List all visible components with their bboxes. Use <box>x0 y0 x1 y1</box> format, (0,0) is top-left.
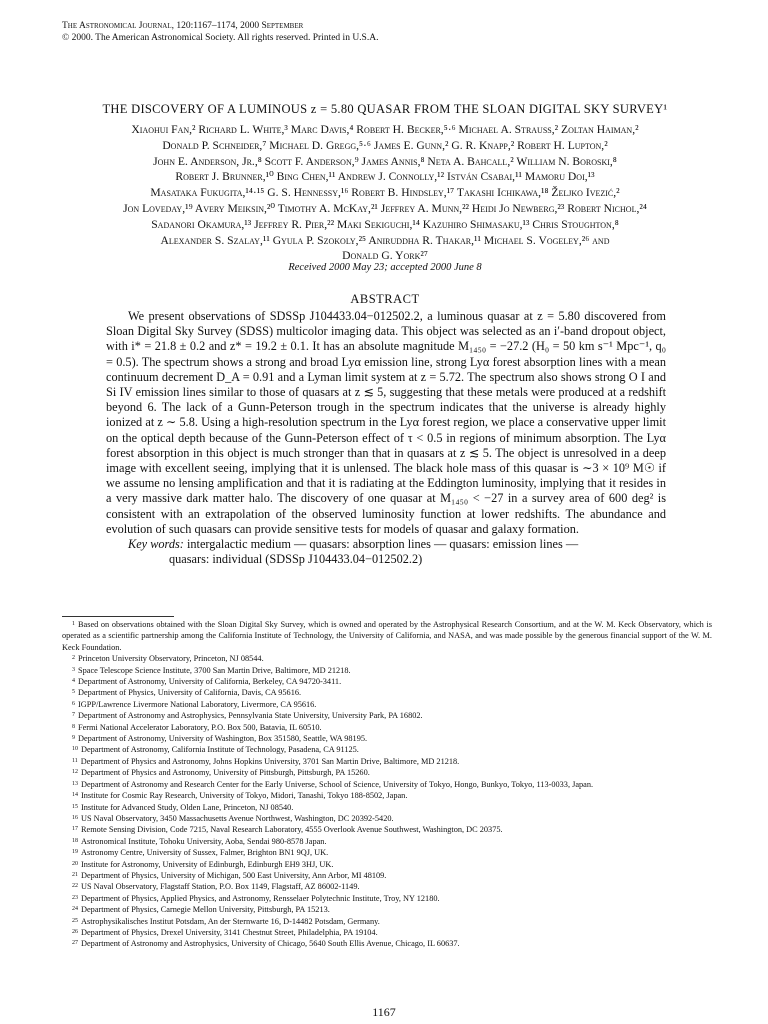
footnote-mark: 12 <box>72 769 78 776</box>
footnote-text: Department of Physics and Astronomy, Johns Hopkins University, 3701 San Martin Drive, Baltimore, MD 21218. <box>80 756 460 766</box>
footnote-text: IGPP/Lawrence Livermore National Laboratory, Livermore, CA 95616. <box>78 699 317 709</box>
footnote-text: Department of Physics, University of Michigan, 500 East University, Ann Arbor, MI 48109. <box>81 870 387 880</box>
footnote-4 <box>62 676 712 687</box>
footnote-11 <box>62 756 712 767</box>
footnote-mark: 20 <box>72 860 78 867</box>
footnote-mark: 25 <box>72 917 78 924</box>
footnote-text: Institute for Astronomy, University of Edinburgh, Edinburgh EH9 3HJ, UK. <box>81 859 334 869</box>
footnote-text: Department of Physics, Drexel University, 3141 Chestnut Street, Philadelphia, PA 19104. <box>81 927 378 937</box>
author-line: Donald P. Schneider,⁷ Michael D. Gregg,⁵·⁶ James E. Gunn,² G. R. Knapp,² Robert H. Lupton,² <box>162 138 608 152</box>
footnote-5 <box>62 687 712 698</box>
author-line: Masataka Fukugita,¹⁴·¹⁵ G. S. Hennessy,¹⁶ Robert B. Hindsley,¹⁷ Takashi Ichikawa,¹⁸ Željko Ivezić,² <box>150 186 620 200</box>
footnote-text: Department of Physics, Applied Physics, and Astronomy, Rensselaer Polytechnic Institute, Troy, NY 12180. <box>81 893 440 903</box>
footnote-13 <box>62 779 712 790</box>
footnote-mark: 6 <box>72 700 75 707</box>
footnote-text: Astrophysikalisches Institut Potsdam, An der Sternwarte 16, D-14482 Potsdam, Germany. <box>81 916 380 926</box>
footnote-20 <box>62 859 712 870</box>
footnote-text: Institute for Cosmic Ray Research, University of Tokyo, Midori, Tanashi, Tokyo 188-8502, Japan. <box>81 791 408 801</box>
footnote-mark: 11 <box>72 757 78 764</box>
footnote-mark: 13 <box>72 780 78 787</box>
footnote-text: Department of Astronomy, University of Washington, Box 351580, Seattle, WA 98195. <box>78 734 368 744</box>
footnote-text: Department of Physics, University of California, Davis, CA 95616. <box>78 688 302 698</box>
footnote-text: Department of Astronomy and Astrophysics, University of Chicago, 5640 South Ellis Avenue, Chicago, IL 60637. <box>81 939 460 949</box>
keywords-line-2: quasars: individual (SDSSp J104433.04−012502.2) <box>169 552 423 567</box>
abstract-paragraph: We present observations of SDSSp J104433.04−012502.2, a luminous quasar at z = 5.80 discovered from Sloan Digital Sky Survey (SDSS) multicolor imaging data. This object was selected as an i′-band dropout object, with i* = 21.8 ± 0.2 and z* = 19.2 ± 0.1. It has an absolute magnitude M₁₄₅₀ = −27.2 (H₀ = 50 km s⁻¹ Mpc⁻¹, q₀ = 0.5). The spectrum shows a strong and broad Lyα emission line, strong Lyα forest absorption lines with a mean continuum decrement D_A = 0.91 and a Lyman limit system at z = 5.72. The spectrum also shows strong O I and Si IV emission lines similar to those of quasars at z ≲ 5, suggesting that these metals were produced at a redshift beyond 6. The lack of a Gunn-Peterson trough in the spectrum indicates that the universe is already highly ionized at z ∼ 5.8. Using a high-resolution spectrum in the Lyα forest region, we place a conservative upper limit on the optical depth because of the Gunn-Peterson effect of τ < 0.5 in regions of minimum absorption. The Lyα forest absorption in this object is much stronger than that in quasars at z ≲ 5. The object is unresolved in a deep image with excellent seeing, implying that it is unlensed. The black hole mass of this quasar is ∼3 × 10⁹ M☉ if we assume no lensing amplification and that it is radiating at the Eddington luminosity, implying that it resides in a very massive dark matter halo. The discovery of one quasar at M₁₄₅₀ < −27 in a survey area of 600 deg² is consistent with an extrapolation of the observed luminosity function at lower redshifts. The abundance and evolution of such quasars can provide sensitive tests for models of quasar and galaxy formation. <box>106 309 666 536</box>
footnote-24 <box>62 904 712 915</box>
footnote-mark: 5 <box>72 689 75 696</box>
page-number: 1167 <box>372 1005 396 1019</box>
footnote-mark: 23 <box>72 894 78 901</box>
footnote-2 <box>62 653 712 664</box>
footnote-9 <box>62 733 712 744</box>
keywords-line-1: intergalactic medium — quasars: absorption lines — quasars: emission lines — <box>186 537 579 552</box>
footnote-mark: 3 <box>72 666 75 673</box>
keywords-label: Key words: <box>128 537 184 552</box>
footnote-mark: 24 <box>72 906 78 913</box>
footnote-16 <box>62 813 712 824</box>
footnote-mark: 22 <box>72 883 78 890</box>
footnote-text: Astronomy Centre, University of Sussex, Falmer, Brighton BN1 9QJ, UK. <box>81 848 329 858</box>
footnote-10 <box>62 744 712 755</box>
footnote-17 <box>62 824 712 835</box>
footnote-25 <box>62 916 712 927</box>
author-line: Jon Loveday,¹⁹ Avery Meiksin,²⁰ Timothy A. McKay,²¹ Jeffrey A. Munn,²² Heidi Jo Newberg,²³ Robert Nichol,²⁴ <box>123 201 647 215</box>
footnote-mark: 21 <box>72 871 78 878</box>
journal-citation: The Astronomical Journal, 120:1167–1174, 2000 September <box>62 21 304 31</box>
footnote-15 <box>62 802 712 813</box>
footnote-23 <box>62 893 712 904</box>
footnote-mark: 15 <box>72 803 78 810</box>
footnote-mark: 27 <box>72 940 78 947</box>
author-line: Donald G. York²⁷ <box>342 249 428 263</box>
keywords <box>106 537 666 552</box>
author-line: Sadanori Okamura,¹³ Jeffrey R. Pier,²² Maki Sekiguchi,¹⁴ Kazuhiro Shimasaku,¹³ Chris Stoughton,⁸ <box>151 217 619 231</box>
footnote-mark: 2 <box>72 655 75 662</box>
footnotes <box>62 619 712 950</box>
author-line: John E. Anderson, Jr.,⁸ Scott F. Anderson,⁹ James Annis,⁸ Neta A. Bahcall,² William N. Boroski,⁸ <box>153 154 617 168</box>
footnote-text: Department of Astronomy, California Institute of Technology, Pasadena, CA 91125. <box>81 745 359 755</box>
footnote-mark: 4 <box>72 678 75 685</box>
footnote-mark: 9 <box>72 735 75 742</box>
footnote-text: Department of Physics and Astronomy, University of Pittsburgh, Pittsburgh, PA 15260. <box>81 768 370 778</box>
footnote-text: Department of Astronomy, University of California, Berkeley, CA 94720-3411. <box>78 677 342 687</box>
footnote-text: Department of Physics, Carnegie Mellon University, Pittsburgh, PA 15213. <box>81 905 330 915</box>
footnote-mark: 17 <box>72 826 78 833</box>
footnote-mark: 7 <box>72 712 75 719</box>
footnote-19 <box>62 847 712 858</box>
author-list <box>40 122 730 264</box>
author-line: Robert J. Brunner,¹⁰ Bing Chen,¹¹ Andrew J. Connolly,¹² István Csabai,¹¹ Mamoru Doi,¹³ <box>175 170 595 184</box>
footnote-1 <box>62 619 712 653</box>
abstract-body <box>106 309 666 567</box>
footnote-text: Space Telescope Science Institute, 3700 San Martin Drive, Baltimore, MD 21218. <box>78 665 351 675</box>
footnote-mark: 26 <box>72 928 78 935</box>
footnote-text: Princeton University Observatory, Princeton, NJ 08544. <box>78 654 264 664</box>
footnote-text: Remote Sensing Division, Code 7215, Naval Research Laboratory, 4555 Overlook Avenue Southwest, Washington, DC 20375. <box>81 825 503 835</box>
footnote-27 <box>62 938 712 949</box>
author-line: Xiaohui Fan,² Richard L. White,³ Marc Davis,⁴ Robert H. Becker,⁵·⁶ Michael A. Strauss,² Zoltan Haiman,² <box>131 123 639 136</box>
footnote-26 <box>62 927 712 938</box>
footnote-text: Based on observations obtained with the Sloan Digital Sky Survey, which is owned and operated by the Astrophysical Research Consortium, and at the W. M. Keck Observatory, which is operated as a scientific partnership among the California Institute of Technology, the University of California, and NASA, and was made possible by the generous financial support of the W. M. Keck Foundation. <box>62 620 712 652</box>
footnote-mark: 19 <box>72 849 78 856</box>
footnote-14 <box>62 790 712 801</box>
footnote-12 <box>62 767 712 778</box>
abstract-heading: ABSTRACT <box>350 292 420 306</box>
footnote-18 <box>62 836 712 847</box>
footnote-text: Department of Astronomy and Astrophysics, Pennsylvania State University, University Park, PA 16802. <box>78 711 423 721</box>
footnote-6 <box>62 699 712 710</box>
footnote-rule <box>62 616 174 617</box>
footnote-text: Department of Astronomy and Research Center for the Early Universe, School of Science, University of Tokyo, Hongo, Bunkyo, Tokyo, 113-0033, Japan. <box>81 779 594 789</box>
copyright-notice: © 2000. The American Astronomical Society. All rights reserved. Printed in U.S.A. <box>62 33 379 43</box>
footnote-mark: 10 <box>72 746 78 753</box>
paper-title: THE DISCOVERY OF A LUMINOUS z = 5.80 QUASAR FROM THE SLOAN DIGITAL SKY SURVEY¹ <box>102 102 668 116</box>
footnote-text: Astronomical Institute, Tohoku University, Aoba, Sendai 980-8578 Japan. <box>81 836 327 846</box>
footnote-mark: 16 <box>72 814 78 821</box>
footnote-21 <box>62 870 712 881</box>
footnote-7 <box>62 710 712 721</box>
footnote-text: US Naval Observatory, Flagstaff Station, P.O. Box 1149, Flagstaff, AZ 86002-1149. <box>81 882 360 892</box>
footnote-mark: 18 <box>72 837 78 844</box>
footnote-mark: 8 <box>72 723 75 730</box>
footnote-mark: 1 <box>72 621 75 627</box>
author-line: Alexander S. Szalay,¹¹ Gyula P. Szokoly,²⁵ Aniruddha R. Thakar,¹¹ Michael S. Vogeley,²⁶ and <box>160 233 610 247</box>
footnote-3 <box>62 665 712 676</box>
received-dates: Received 2000 May 23; accepted 2000 June 8 <box>288 262 482 273</box>
journal-header <box>62 20 378 44</box>
footnote-text: Institute for Advanced Study, Olden Lane, Princeton, NJ 08540. <box>81 802 294 812</box>
footnote-text: US Naval Observatory, 3450 Massachusetts Avenue Northwest, Washington, DC 20392-5420. <box>81 813 394 823</box>
footnote-8 <box>62 722 712 733</box>
footnote-text: Fermi National Accelerator Laboratory, P.O. Box 500, Batavia, IL 60510. <box>78 722 322 732</box>
footnote-22 <box>62 881 712 892</box>
footnote-mark: 14 <box>72 792 78 799</box>
